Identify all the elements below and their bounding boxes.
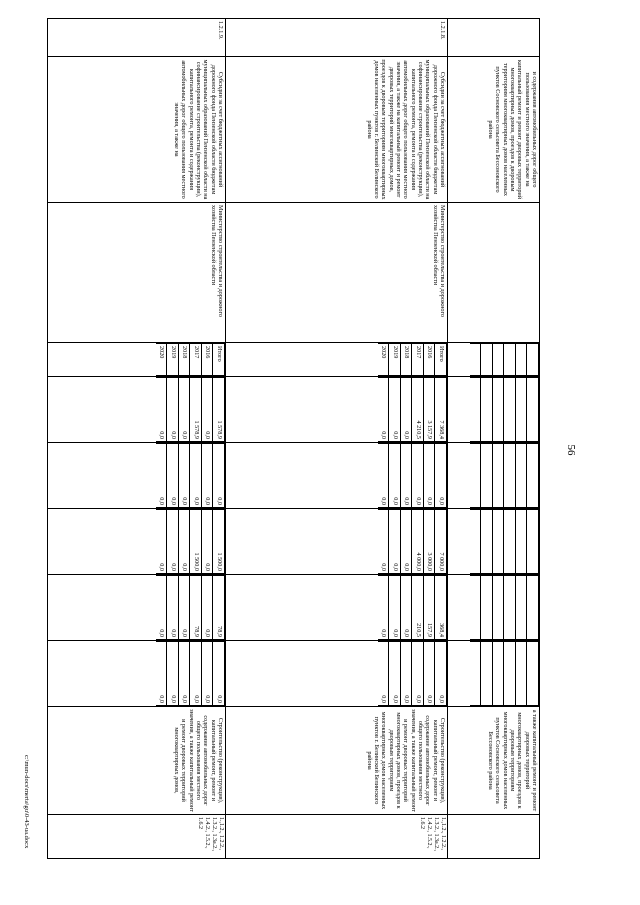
federal-value <box>516 444 528 508</box>
total-cell <box>48 377 226 443</box>
activity-executor <box>226 203 448 343</box>
footer-file-path: c:\mun-docs\merta\gu\0-43-ua.docx <box>23 755 30 849</box>
activity-name-text: и содержания автомобильных дорог общего пользования местного значения, а также на капитальный ремонт и ремонт дворовых территорий многоквартирных домов, проездов к дворовым территориям многоквартирных домов населенных пунктов Сосновского сельсовета Бессоновского района <box>487 59 538 200</box>
total-value <box>504 378 516 442</box>
regional-value: 3 000,0 <box>424 510 436 574</box>
local-value: 0,0 <box>401 576 413 640</box>
local-cell <box>48 575 226 641</box>
regional-value: 1 500,0 <box>213 510 225 574</box>
regional-value: 0,0 <box>156 510 167 574</box>
indicator-refs <box>448 815 540 859</box>
extra-value: 0,0 <box>412 642 424 706</box>
local-value <box>481 576 493 640</box>
activity-name-text: Субсидии за счет бюджетных ассигнований дорожного фонда Пензенской области бюджетам муниципальных образований Пензенской области на софинансирование строительства (реконструкции), капитального ремонта, ремонта и содержания автомобильных дорог общего пользования местного значения, а также на капитальный ремонт и ремонт дворовых территорий многоквартирных домов, проездов к дворовым территориям многоквартирных домов населенных пунктов г. Белинский Белинского района <box>365 59 446 200</box>
federal-value: 0,0 <box>424 444 436 508</box>
year-label: 2019 <box>389 344 401 376</box>
years-cell <box>448 343 540 377</box>
local-value: 0,0 <box>378 576 389 640</box>
federal-value: 0,0 <box>401 444 413 508</box>
regional-value <box>493 510 505 574</box>
year-label <box>504 344 516 376</box>
total-value: 1 578,9 <box>213 378 225 442</box>
year-label: 2016 <box>424 344 436 376</box>
total-value <box>481 378 493 442</box>
federal-value: 0,0 <box>190 444 202 508</box>
page-number: 56 <box>565 444 577 456</box>
total-value: 0,0 <box>167 378 179 442</box>
expected-result <box>226 707 448 815</box>
local-value: 0,0 <box>156 576 167 640</box>
executor-text: Министерство строительства и дорожного хозяйства Пензенской области <box>209 205 224 317</box>
extra-cell <box>48 641 226 707</box>
local-value: 0,0 <box>167 576 179 640</box>
federal-value: 0,0 <box>167 444 179 508</box>
regional-value: 0,0 <box>401 510 413 574</box>
year-label <box>516 344 528 376</box>
regional-value: 0,0 <box>378 510 389 574</box>
extra-value <box>504 642 516 706</box>
federal-cell <box>48 443 226 509</box>
federal-value <box>527 444 539 508</box>
regional-cell <box>226 509 448 575</box>
total-value: 7 368,4 <box>435 378 447 442</box>
extra-value: 0,0 <box>424 642 436 706</box>
regional-value: 0,0 <box>202 510 214 574</box>
year-label <box>481 344 493 376</box>
extra-value: 0,0 <box>202 642 214 706</box>
year-label: 2018 <box>179 344 191 376</box>
local-value <box>504 576 516 640</box>
regional-value <box>470 510 481 574</box>
regional-value: 1 500,0 <box>190 510 202 574</box>
federal-value: 0,0 <box>389 444 401 508</box>
local-cell <box>448 575 540 641</box>
activity-number-text: 1.2.1.8. <box>439 21 446 40</box>
year-label: 2016 <box>202 344 214 376</box>
program-activities-table <box>47 18 540 859</box>
local-value: 78,9 <box>213 576 225 640</box>
federal-value: 0,0 <box>202 444 214 508</box>
local-value <box>470 576 481 640</box>
total-value: 1 578,9 <box>190 378 202 442</box>
local-value: 210,5 <box>412 576 424 640</box>
total-value: 0,0 <box>378 378 389 442</box>
regional-value: 0,0 <box>179 510 191 574</box>
indicator-text: 1.,1.2., 1.2.2., 1.3.2., 1.3а.2., 1.4.2., 1.5.2., 1.6.2 <box>196 817 224 852</box>
total-value: 0,0 <box>156 378 167 442</box>
extra-value: 0,0 <box>213 642 225 706</box>
total-value: 3 157,9 <box>424 378 436 442</box>
extra-value <box>470 642 481 706</box>
federal-value: 0,0 <box>378 444 389 508</box>
years-cell <box>48 343 226 377</box>
extra-value: 0,0 <box>389 642 401 706</box>
activity-name-text: Субсидии за счет бюджетных ассигнований дорожного фонда Пензенской области бюджетам муниципальных образований Пензенской области на софинансирование строительства (реконструкции), капитального ремонта, ремонта и содержания автомобильных дорог общего пользования местного значения, а также на <box>173 59 224 200</box>
year-label: Итого <box>213 344 225 376</box>
federal-value: 0,0 <box>213 444 225 508</box>
year-label: Итого <box>435 344 447 376</box>
extra-value: 0,0 <box>401 642 413 706</box>
table-row <box>448 19 540 859</box>
extra-value: 0,0 <box>378 642 389 706</box>
extra-value: 0,0 <box>435 642 447 706</box>
year-label: 2018 <box>401 344 413 376</box>
year-label: 2017 <box>190 344 202 376</box>
total-value: 0,0 <box>389 378 401 442</box>
extra-value: 0,0 <box>190 642 202 706</box>
activity-number-text: 1.2.1.9. <box>217 21 224 40</box>
indicator-refs <box>226 815 448 859</box>
local-cell <box>226 575 448 641</box>
regional-cell <box>448 509 540 575</box>
extra-value: 0,0 <box>167 642 179 706</box>
total-value <box>470 378 481 442</box>
regional-value <box>516 510 528 574</box>
rotated-table-wrapper <box>48 18 540 858</box>
extra-value <box>516 642 528 706</box>
regional-value: 0,0 <box>167 510 179 574</box>
activity-number <box>48 19 226 57</box>
extra-value: 0,0 <box>156 642 167 706</box>
local-value: 0,0 <box>179 576 191 640</box>
regional-value <box>481 510 493 574</box>
executor-text: Министерство строительства и дорожного хозяйства Пензенской области <box>431 205 446 317</box>
regional-value: 0,0 <box>389 510 401 574</box>
activity-executor <box>48 203 226 343</box>
total-value: 0,0 <box>179 378 191 442</box>
total-cell <box>448 377 540 443</box>
federal-value <box>470 444 481 508</box>
extra-value <box>493 642 505 706</box>
total-value <box>493 378 505 442</box>
result-text: Строительство (реконструкция), капитальный ремонт, ремонт и содержание автомобильных дорог общего пользования местного значения, а также капитальный ремонт и ремонт дворовых территорий многоквартирных домов, <box>173 709 224 812</box>
total-value <box>516 378 528 442</box>
regional-cell <box>48 509 226 575</box>
regional-value: 4 000,0 <box>412 510 424 574</box>
extra-value: 0,0 <box>179 642 191 706</box>
table-row <box>48 19 226 859</box>
federal-cell <box>448 443 540 509</box>
total-value <box>527 378 539 442</box>
year-label: 2017 <box>412 344 424 376</box>
federal-value: 0,0 <box>179 444 191 508</box>
year-label <box>493 344 505 376</box>
local-value: 0,0 <box>389 576 401 640</box>
years-cell <box>226 343 448 377</box>
table-row <box>226 19 448 859</box>
federal-cell <box>226 443 448 509</box>
result-text: Строительство (реконструкция), капитальный ремонт, ремонт и содержание автомобильных дорог общего пользования местного значения, а также капитальный ремонт и ремонт дворовых территорий многоквартирных домов, проездов к дворовым территориям многоквартирных домов населенных пунктов г. Белинский Белинского района <box>365 709 446 812</box>
local-value: 368,4 <box>435 576 447 640</box>
local-value: 0,0 <box>202 576 214 640</box>
activity-number <box>448 19 540 57</box>
regional-value <box>504 510 516 574</box>
activity-name <box>226 57 448 203</box>
federal-value: 0,0 <box>412 444 424 508</box>
indicator-text: 1.,1.2., 1.2.2., 1.3.2., 1.3а.2., 1.4.2., 1.5.2., 1.6.2 <box>418 817 446 852</box>
federal-value <box>493 444 505 508</box>
local-value <box>516 576 528 640</box>
activity-executor <box>448 203 540 343</box>
total-cell <box>226 377 448 443</box>
year-label: 2020 <box>156 344 167 376</box>
local-value <box>493 576 505 640</box>
year-label <box>527 344 539 376</box>
total-value: 4 210,5 <box>412 378 424 442</box>
year-label: 2019 <box>167 344 179 376</box>
expected-result <box>448 707 540 815</box>
expected-result <box>48 707 226 815</box>
local-value: 157,9 <box>424 576 436 640</box>
extra-cell <box>226 641 448 707</box>
federal-value: 0,0 <box>156 444 167 508</box>
activity-name <box>448 57 540 203</box>
local-value <box>527 576 539 640</box>
indicator-refs <box>48 815 226 859</box>
federal-value <box>504 444 516 508</box>
federal-value: 0,0 <box>435 444 447 508</box>
activity-name <box>48 57 226 203</box>
activity-number <box>226 19 448 57</box>
extra-cell <box>448 641 540 707</box>
year-label: 2020 <box>378 344 389 376</box>
regional-value <box>527 510 539 574</box>
total-value: 0,0 <box>401 378 413 442</box>
local-value: 78,9 <box>190 576 202 640</box>
regional-value: 7 000,0 <box>435 510 447 574</box>
result-text: а также капитальный ремонт и ремонт дворовых территорий многоквартирных домов, проездов к дворовым территориям многоквартирных домов населенных пунктов Сосновского сельсовета Бессоновского района <box>487 709 538 812</box>
extra-value <box>527 642 539 706</box>
total-value: 0,0 <box>202 378 214 442</box>
federal-value <box>481 444 493 508</box>
extra-value <box>481 642 493 706</box>
year-label <box>470 344 481 376</box>
